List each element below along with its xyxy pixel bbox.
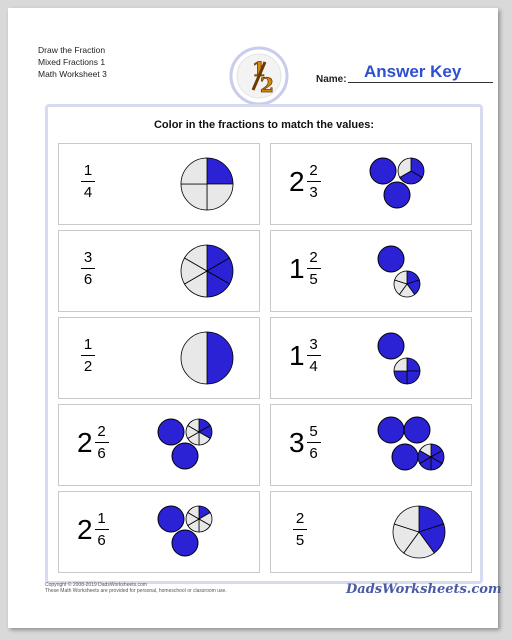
- problems-frame: [45, 104, 483, 584]
- circle-slice[interactable]: [172, 530, 198, 556]
- denominator: 3: [309, 184, 318, 201]
- svg-text:1: 1: [252, 57, 266, 81]
- denominator: 2: [83, 358, 93, 375]
- whole-number: 2: [289, 165, 305, 197]
- numerator: 2: [309, 162, 318, 179]
- fraction-circle[interactable]: [398, 158, 424, 184]
- circle-slice[interactable]: [181, 184, 207, 210]
- fraction-circles[interactable]: [59, 318, 259, 398]
- numerator: 1: [97, 510, 106, 527]
- numerator: 3: [309, 336, 318, 353]
- fraction-circle[interactable]: [181, 332, 233, 384]
- circle-slice[interactable]: [207, 158, 233, 184]
- circle-slice[interactable]: [158, 419, 184, 445]
- circle-slice[interactable]: [172, 443, 198, 469]
- instructions: Color in the fractions to match the values:: [153, 119, 375, 131]
- problem-cell: [58, 143, 260, 225]
- fraction-circle[interactable]: [186, 419, 212, 445]
- circle-slice[interactable]: [394, 371, 407, 384]
- title-line-1: Draw the Fraction: [38, 45, 106, 55]
- fraction-circles[interactable]: [271, 405, 471, 485]
- numerator: 1: [83, 336, 93, 353]
- whole-number: 1: [289, 252, 305, 284]
- problem-cell: [58, 317, 260, 399]
- answer-key-label: Answer Key: [364, 62, 462, 81]
- whole-number: 2: [77, 513, 93, 545]
- fraction-circle[interactable]: [378, 417, 404, 443]
- title-line-3: Math Worksheet 3: [38, 69, 107, 79]
- name-line: [348, 82, 493, 83]
- circle-slice[interactable]: [407, 371, 420, 384]
- fraction-circle[interactable]: [404, 417, 430, 443]
- title-line-2: Mixed Fractions 1: [38, 57, 106, 67]
- problem-cell: [270, 143, 472, 225]
- fraction-circle[interactable]: [392, 444, 418, 470]
- fraction-circle[interactable]: [378, 333, 404, 359]
- circle-slice[interactable]: [394, 358, 407, 371]
- fraction-circle[interactable]: [418, 444, 444, 470]
- whole-number: 3: [289, 426, 305, 458]
- numerator: 2: [309, 249, 318, 266]
- circle-slice[interactable]: [370, 158, 396, 184]
- name-label: Name:: [316, 74, 347, 85]
- denominator: 6: [83, 271, 93, 288]
- footer: [45, 582, 227, 594]
- denominator: 5: [295, 532, 305, 549]
- fraction-circles[interactable]: [59, 492, 259, 572]
- fraction-circles[interactable]: [271, 231, 471, 311]
- worksheet-page: [8, 8, 502, 628]
- circle-slice[interactable]: [404, 417, 430, 443]
- circle-slice[interactable]: [207, 184, 233, 210]
- denominator: 4: [83, 184, 93, 201]
- fraction-circles[interactable]: [271, 492, 471, 572]
- numerator: 1: [83, 162, 93, 179]
- denominator: 6: [97, 532, 106, 549]
- denominator: 5: [309, 271, 318, 288]
- circle-slice[interactable]: [378, 333, 404, 359]
- problem-cell: [58, 230, 260, 312]
- problem-cell: [270, 404, 472, 486]
- circle-slice[interactable]: [384, 182, 410, 208]
- numerator: 3: [83, 249, 93, 266]
- denominator: 6: [309, 445, 318, 462]
- fraction-circle[interactable]: [172, 443, 198, 469]
- copyright-text: Copyright © 2008-2019 DadsWorksheets.com: [45, 582, 147, 588]
- whole-number: 1: [289, 339, 305, 371]
- fraction-circle[interactable]: [172, 530, 198, 556]
- circle-slice[interactable]: [158, 506, 184, 532]
- svg-text:2: 2: [260, 73, 274, 97]
- circle-slice[interactable]: [378, 417, 404, 443]
- fraction-circles[interactable]: [59, 231, 259, 311]
- fraction-circles[interactable]: [59, 144, 259, 224]
- circle-slice[interactable]: [378, 246, 404, 272]
- fraction-circle[interactable]: [370, 158, 396, 184]
- circle-slice[interactable]: [207, 332, 233, 384]
- circle-slice[interactable]: [181, 332, 207, 384]
- circle-slice[interactable]: [407, 358, 420, 371]
- fraction-circle[interactable]: [394, 358, 420, 384]
- problem-cell: [270, 317, 472, 399]
- circle-slice[interactable]: [392, 444, 418, 470]
- problem-cell: [58, 404, 260, 486]
- half-fraction-logo: [229, 46, 289, 106]
- fraction-circles[interactable]: [59, 405, 259, 485]
- denominator: 4: [309, 358, 318, 375]
- problem-cell: [58, 491, 260, 573]
- fraction-circle[interactable]: [393, 506, 445, 558]
- fraction-circles[interactable]: [271, 318, 471, 398]
- problem-cell: [270, 491, 472, 573]
- fraction-circle[interactable]: [384, 182, 410, 208]
- fraction-circle[interactable]: [378, 246, 404, 272]
- brand-logo: DadsWorksheets.com: [346, 582, 502, 597]
- fraction-circle[interactable]: [186, 506, 212, 532]
- numerator: 5: [309, 423, 318, 440]
- usage-notice: These Math Worksheets are provided for personal, homeschool or classroom use.: [45, 588, 227, 594]
- fraction-circle[interactable]: [181, 245, 233, 297]
- fraction-circle[interactable]: [158, 506, 184, 532]
- circle-slice[interactable]: [181, 158, 207, 184]
- denominator: 6: [97, 445, 106, 462]
- fraction-circle[interactable]: [394, 271, 420, 297]
- numerator: 2: [295, 510, 305, 527]
- fraction-circle[interactable]: [158, 419, 184, 445]
- fraction-circles[interactable]: [271, 144, 471, 224]
- worksheet-title: [38, 44, 107, 80]
- fraction-circle[interactable]: [181, 158, 233, 210]
- problem-cell: [270, 230, 472, 312]
- numerator: 2: [97, 423, 106, 440]
- whole-number: 2: [77, 426, 93, 458]
